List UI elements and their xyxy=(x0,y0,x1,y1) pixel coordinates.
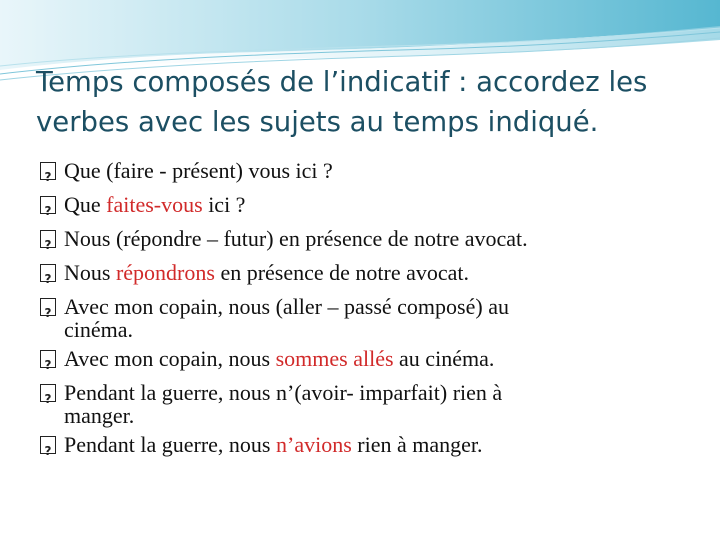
item-text: Avec mon copain, nous xyxy=(64,346,276,371)
list-item xyxy=(40,188,700,222)
answer-text: répondrons xyxy=(115,260,215,285)
item-text: en présence de notre avocat. xyxy=(214,260,470,285)
item-text: Pendant la guerre, nous n’(avoir- imparfait) rien à xyxy=(64,380,503,405)
slide-title xyxy=(36,62,706,142)
item-text: Que xyxy=(64,192,107,217)
missing-glyph-icon xyxy=(40,298,56,316)
item-text: Nous xyxy=(64,260,116,285)
item-text: Pendant la guerre, nous xyxy=(64,432,276,457)
missing-glyph-icon xyxy=(40,162,56,180)
item-text: Nous (répondre – futur) en présence de notre avocat. xyxy=(64,226,528,251)
missing-glyph-icon xyxy=(40,196,56,214)
missing-glyph-icon xyxy=(40,350,56,368)
item-text: au cinéma. xyxy=(393,346,495,371)
list-item xyxy=(40,154,700,188)
answer-text: sommes allés xyxy=(275,346,394,371)
item-text-continuation: manger. xyxy=(64,403,135,428)
item-text-continuation: cinéma. xyxy=(64,317,134,342)
item-text: rien à manger. xyxy=(351,432,483,457)
list-item xyxy=(40,376,700,428)
list-item xyxy=(40,428,700,462)
slide-title-line-1: Temps composés de l’indicatif : accordez les xyxy=(36,66,648,98)
missing-glyph-icon xyxy=(40,384,56,402)
item-text: ici ? xyxy=(202,192,246,217)
answer-text: faites-vous xyxy=(106,192,203,217)
missing-glyph-icon xyxy=(40,264,56,282)
missing-glyph-icon xyxy=(40,436,56,454)
answer-text: n’avions xyxy=(276,432,352,457)
list-item xyxy=(40,222,700,256)
slide-title-line-2: verbes avec les sujets au temps indiqué. xyxy=(36,106,599,138)
missing-glyph-icon xyxy=(40,230,56,248)
list-item xyxy=(40,342,700,376)
list-item xyxy=(40,256,700,290)
item-text: Avec mon copain, nous (aller – passé composé) au xyxy=(64,294,509,319)
exercise-list xyxy=(40,154,700,462)
list-item xyxy=(40,290,700,342)
item-text: Que (faire - présent) vous ici ? xyxy=(64,158,333,183)
